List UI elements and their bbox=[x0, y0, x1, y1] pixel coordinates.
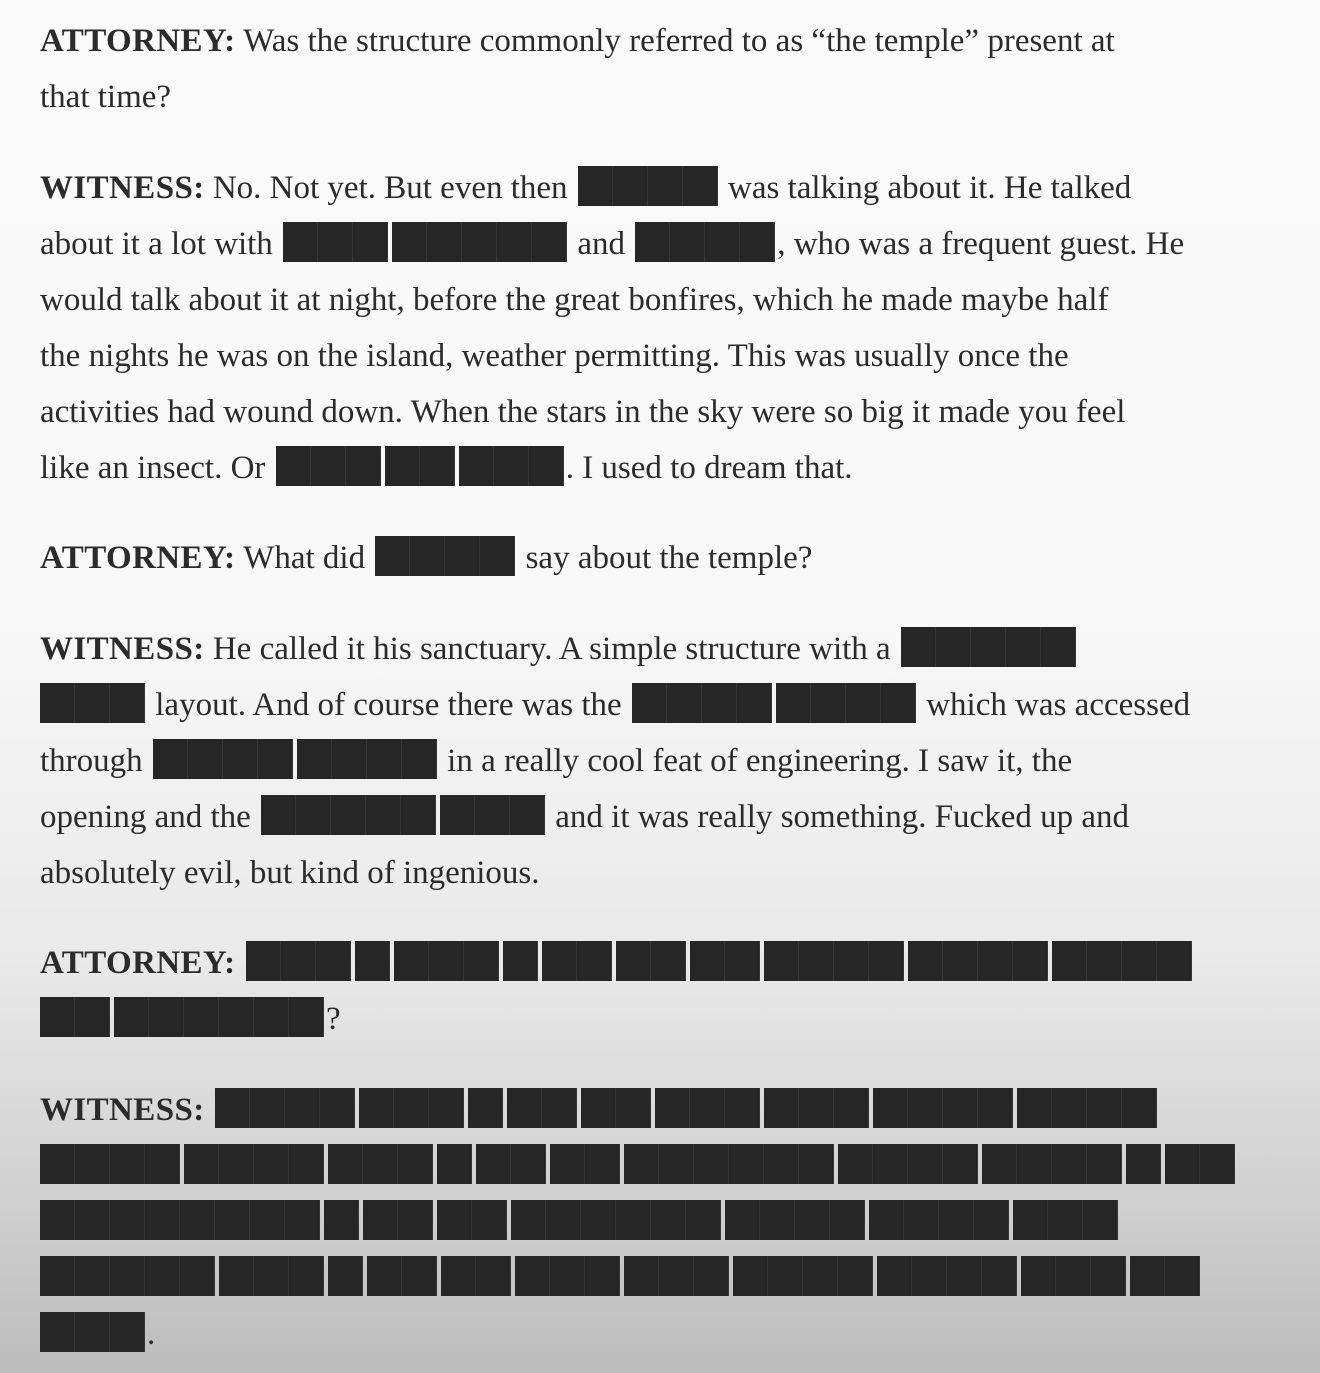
text-line bbox=[40, 440, 1310, 496]
redaction-bar bbox=[873, 1088, 1013, 1128]
redaction-bar bbox=[655, 1088, 760, 1128]
line-text: which was accessed bbox=[926, 687, 1191, 723]
redaction-bar bbox=[459, 446, 564, 486]
text-line bbox=[40, 1194, 1310, 1250]
redaction-bar bbox=[507, 1088, 577, 1128]
line-text: layout. And of course there was the bbox=[155, 687, 622, 723]
redaction-bar bbox=[1165, 1144, 1235, 1184]
redaction-bar bbox=[776, 683, 916, 723]
transcript-entry-attorney bbox=[40, 530, 1310, 586]
redaction-bar bbox=[359, 1088, 464, 1128]
redaction-bar bbox=[476, 1144, 546, 1184]
redaction-bar bbox=[616, 941, 686, 981]
transcript-entry-witness bbox=[40, 160, 1310, 496]
redaction-bar bbox=[578, 166, 718, 206]
redaction-bar bbox=[1126, 1144, 1161, 1184]
redaction-bar bbox=[515, 1256, 620, 1296]
text-line bbox=[40, 160, 1310, 216]
redaction-bar bbox=[40, 1256, 215, 1296]
line-text: through bbox=[40, 743, 143, 779]
line-text: like an insect. Or bbox=[40, 450, 266, 486]
redaction-bar bbox=[392, 222, 567, 262]
redaction-bar bbox=[468, 1088, 503, 1128]
text-line bbox=[40, 1082, 1310, 1138]
redaction-bar bbox=[40, 1200, 320, 1240]
speaker-label: WITNESS: bbox=[40, 631, 205, 667]
redaction-bar bbox=[838, 1144, 978, 1184]
line-text: . bbox=[147, 1316, 156, 1352]
redaction-bar bbox=[901, 627, 1076, 667]
redaction-bar bbox=[624, 1256, 729, 1296]
speaker-label: ATTORNEY: bbox=[40, 23, 236, 59]
redaction-bar bbox=[437, 1144, 472, 1184]
redaction-bar bbox=[363, 1200, 433, 1240]
redaction-bar bbox=[114, 997, 324, 1037]
transcript-entry-witness bbox=[40, 621, 1310, 901]
redaction-bar bbox=[982, 1144, 1122, 1184]
redaction-bar bbox=[328, 1256, 363, 1296]
redaction-bar bbox=[385, 446, 455, 486]
redaction-bar bbox=[283, 222, 388, 262]
redaction-bar bbox=[440, 795, 545, 835]
transcript-entry-attorney bbox=[40, 13, 1310, 125]
redaction-bar bbox=[690, 941, 760, 981]
line-text: in a really cool feat of engineering. I saw it, the bbox=[447, 743, 1073, 779]
speaker-label: ATTORNEY: bbox=[40, 540, 236, 576]
redaction-bar bbox=[394, 941, 499, 981]
redaction-bar bbox=[764, 1088, 869, 1128]
line-text: that time? bbox=[40, 79, 172, 115]
redaction-bar bbox=[184, 1144, 324, 1184]
redaction-bar bbox=[40, 997, 110, 1037]
redaction-bar bbox=[550, 1144, 620, 1184]
text-line bbox=[40, 621, 1310, 677]
redaction-bar bbox=[40, 1144, 180, 1184]
line-text: and bbox=[577, 226, 625, 262]
text-line bbox=[40, 69, 1310, 125]
redaction-bar bbox=[503, 941, 538, 981]
line-text: would talk about it at night, before the great bonfires, which he made maybe half bbox=[40, 282, 1109, 318]
text-line bbox=[40, 1306, 1310, 1362]
line-text: say about the temple? bbox=[525, 540, 813, 576]
speaker-label: WITNESS: bbox=[40, 170, 205, 206]
redaction-bar bbox=[441, 1256, 511, 1296]
text-line bbox=[40, 272, 1310, 328]
text-line bbox=[40, 13, 1310, 69]
text-line bbox=[40, 677, 1310, 733]
redaction-bar bbox=[1130, 1256, 1200, 1296]
text-line bbox=[40, 216, 1310, 272]
line-text: , who was a frequent guest. He bbox=[777, 226, 1185, 262]
redaction-bar bbox=[276, 446, 381, 486]
line-text: He called it his sanctuary. A simple structure with a bbox=[212, 631, 891, 667]
redaction-bar bbox=[215, 1088, 355, 1128]
line-text: the nights he was on the island, weather permitting. This was usually once the bbox=[40, 338, 1069, 374]
redaction-bar bbox=[261, 795, 436, 835]
redaction-bar bbox=[1052, 941, 1192, 981]
text-line bbox=[40, 935, 1310, 991]
transcript-entry-attorney bbox=[40, 935, 1310, 1047]
redaction-bar bbox=[877, 1256, 1017, 1296]
redaction-bar bbox=[437, 1200, 507, 1240]
line-text: opening and the bbox=[40, 799, 251, 835]
redaction-bar bbox=[246, 941, 351, 981]
redaction-bar bbox=[1013, 1200, 1118, 1240]
speaker-label: ATTORNEY: bbox=[40, 945, 236, 981]
line-text: No. Not yet. But even then bbox=[212, 170, 568, 206]
line-text: and it was really something. Fucked up and bbox=[555, 799, 1129, 835]
transcript-entry-witness bbox=[40, 1082, 1310, 1362]
redaction-bar bbox=[869, 1200, 1009, 1240]
redaction-bar bbox=[624, 1144, 834, 1184]
redaction-bar bbox=[40, 1312, 145, 1352]
redaction-bar bbox=[1021, 1256, 1126, 1296]
redaction-bar bbox=[324, 1200, 359, 1240]
redaction-bar bbox=[725, 1200, 865, 1240]
line-text: . I used to dream that. bbox=[565, 450, 853, 486]
line-text: was talking about it. He talked bbox=[728, 170, 1132, 206]
redaction-bar bbox=[153, 739, 293, 779]
redaction-bar bbox=[733, 1256, 873, 1296]
text-line bbox=[40, 530, 1310, 586]
text-line bbox=[40, 328, 1310, 384]
redaction-bar bbox=[375, 536, 515, 576]
text-line bbox=[40, 1250, 1310, 1306]
redaction-bar bbox=[542, 941, 612, 981]
text-line bbox=[40, 384, 1310, 440]
line-text: Was the structure commonly referred to as “the temple” present at bbox=[243, 23, 1115, 59]
redaction-bar bbox=[40, 683, 145, 723]
redaction-bar bbox=[355, 941, 390, 981]
line-text: activities had wound down. When the stars in the sky were so big it made you feel bbox=[40, 394, 1126, 430]
redaction-bar bbox=[635, 222, 775, 262]
text-line bbox=[40, 845, 1310, 901]
line-text: ? bbox=[326, 1001, 341, 1037]
redaction-bar bbox=[1017, 1088, 1157, 1128]
line-text: about it a lot with bbox=[40, 226, 273, 262]
redaction-bar bbox=[908, 941, 1048, 981]
redaction-bar bbox=[297, 739, 437, 779]
text-line bbox=[40, 991, 1310, 1047]
redaction-bar bbox=[581, 1088, 651, 1128]
redaction-bar bbox=[511, 1200, 721, 1240]
redaction-bar bbox=[328, 1144, 433, 1184]
text-line bbox=[40, 733, 1310, 789]
text-line bbox=[40, 789, 1310, 845]
redaction-bar bbox=[764, 941, 904, 981]
line-text: absolutely evil, but kind of ingenious. bbox=[40, 855, 540, 891]
redaction-bar bbox=[632, 683, 772, 723]
redaction-bar bbox=[367, 1256, 437, 1296]
line-text: What did bbox=[243, 540, 366, 576]
speaker-label: WITNESS: bbox=[40, 1092, 205, 1128]
text-line bbox=[40, 1138, 1310, 1194]
redaction-bar bbox=[219, 1256, 324, 1296]
